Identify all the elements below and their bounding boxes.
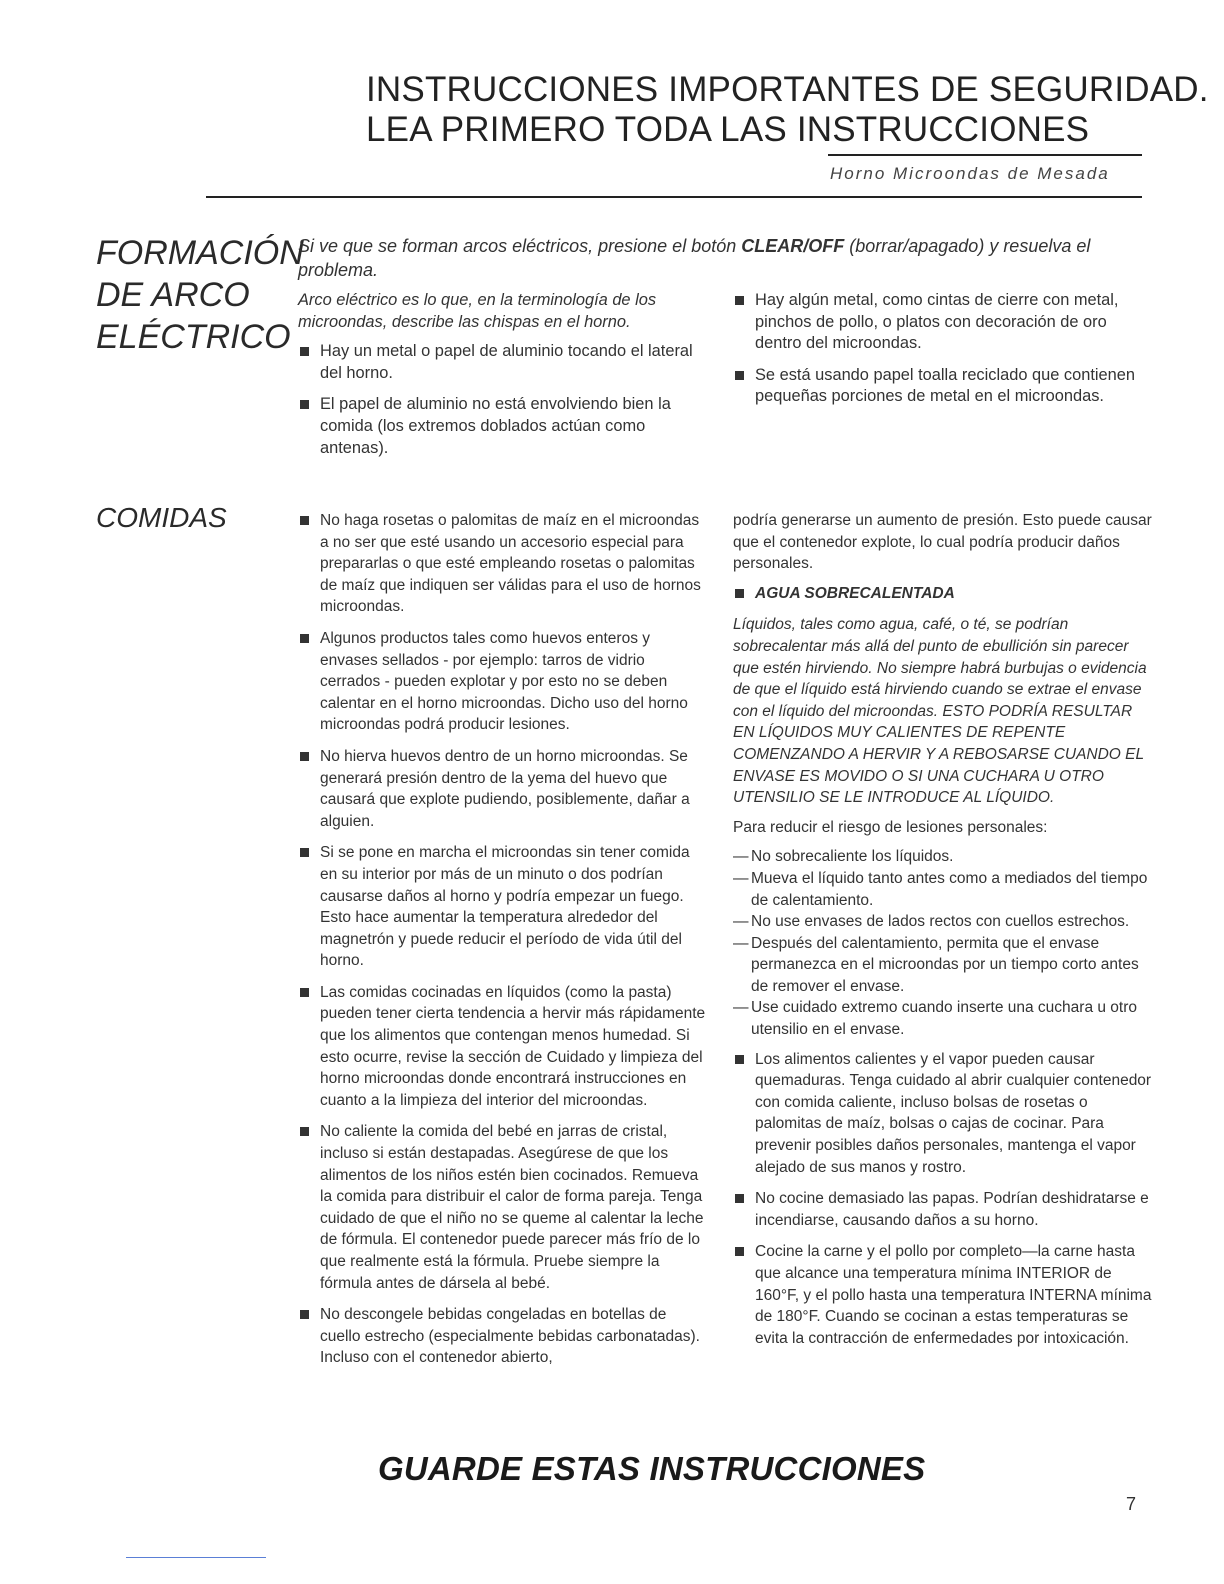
arcing-intro-text: Si ve que se forman arcos eléctricos, presione el botón — [298, 236, 742, 256]
title-line-2: LEA PRIMERO TODA LAS INSTRUCCIONES — [366, 110, 1090, 149]
page-title — [366, 70, 1209, 150]
arcing-intro — [298, 234, 1143, 282]
list-item: No caliente la comida del bebé en jarras de cristal, incluso si están destapadas. Asegúrese de que los alimentos de los niños estén bien cocinados. Remueva la comida para distribuir el calor de forma pareja. Tenga cuidado de que el niño no se queme al calentar la leche de fórmula. El contenedor puede parecer más frío de lo que realmente está la fórmula. Pruebe siempre la fórmula antes de dársela al bebé. — [298, 1121, 708, 1294]
footer-link-underline — [126, 1557, 266, 1558]
arcing-column-right — [733, 290, 1143, 418]
arcing-heading-line: FORMACIÓN — [96, 234, 304, 272]
foods-column-right — [733, 510, 1153, 1359]
dash-item: — No use envases de lados rectos con cuellos estrechos. — [733, 911, 1153, 933]
arcing-heading-line: ELÉCTRICO — [96, 318, 291, 356]
list-item: Cocine la carne y el pollo por completo—la carne hasta que alcance una temperatura mínima INTERIOR de 160°F, y el pollo hasta una temperatura INTERNA mínima de 180°F. Cuando se cocinan a estas temperaturas se evita la contracción de enfermedades por intoxicación. — [733, 1241, 1153, 1349]
list-item: Las comidas cocinadas en líquidos (como la pasta) pueden tener cierta tendencia a hervir más rápidamente que los alimentos que contengan menos humedad. Si esto ocurre, revise la sección de Cuidado y limpieza del horno microondas donde encontrará instrucciones en cuanto a la limpieza del interior del microondas. — [298, 982, 708, 1112]
page-number: 7 — [1126, 1494, 1137, 1514]
list-item: Algunos productos tales como huevos enteros y envases sellados - por ejemplo: tarros de vidrio cerrados - pueden explotar y por esto no se deben calentar en el horno microondas. Dicho uso del horno microondas podrá producir lesiones. — [298, 628, 708, 736]
foods-heading: COMIDAS — [96, 502, 227, 533]
list-item: El papel de aluminio no está envolviendo bien la comida (los extremos doblados actúan como antenas). — [298, 394, 698, 459]
clear-off-label: CLEAR/OFF — [741, 236, 845, 256]
arcing-heading — [96, 232, 304, 358]
dash-item: — Use cuidado extremo cuando inserte una cuchara u otro utensilio en el envase. — [733, 997, 1153, 1040]
list-item: No cocine demasiado las papas. Podrían deshidratarse e incendiarse, causando daños a su horno. — [733, 1188, 1153, 1231]
dash-item: — Mueva el líquido tanto antes como a mediados del tiempo de calentamiento. — [733, 868, 1153, 911]
arcing-heading-line: DE ARCO — [96, 276, 250, 314]
title-line-1: INSTRUCCIONES IMPORTANTES DE SEGURIDAD. — [366, 70, 1209, 109]
arcing-intro-text: (borrar/apagado) y resuelva el problema. — [298, 236, 1091, 280]
header-rule-long — [206, 196, 1142, 198]
arcing-definition: Arco eléctrico es lo que, en la terminología de los microondas, describe las chispas en el horno. — [298, 291, 657, 331]
list-item: Hay algún metal, como cintas de cierre con metal, pinchos de pollo, o platos con decoración de oro dentro del microondas. — [733, 290, 1143, 355]
reduce-risk-intro: Para reducir el riesgo de lesiones personales: — [733, 818, 1048, 836]
header-rule-short — [828, 154, 1142, 156]
dash-item: — No sobrecaliente los líquidos. — [733, 846, 1153, 868]
arcing-column-left — [298, 290, 698, 469]
list-item: No hierva huevos dentro de un horno microondas. Se generará presión dentro de la yema del huevo que causará que explote pudiendo, posiblemente, dañar a alguien. — [298, 746, 708, 832]
list-item: Los alimentos calientes y el vapor pueden causar quemaduras. Tenga cuidado al abrir cualquier contenedor con comida caliente, incluso bolsas de rosetas o palomitas de maíz, bolsas o cajas de cocinar. Para prevenir posibles daños personales, mantenga el vapor alejado de sus manos y rostro. — [733, 1049, 1153, 1179]
list-item: No descongele bebidas congeladas en botellas de cuello estrecho (especialmente bebidas carbonatadas). Incluso con el contenedor abierto, — [298, 1304, 708, 1369]
dash-item: — Después del calentamiento, permita que el envase permanezca en el microondas por un tiempo corto antes de remover el envase. — [733, 933, 1153, 998]
save-instructions-title: GUARDE ESTAS INSTRUCCIONES — [378, 1450, 926, 1487]
superheated-water-title: AGUA SOBRECALENTADA — [733, 583, 1153, 605]
list-item: Se está usando papel toalla reciclado que contienen pequeñas porciones de metal en el microondas. — [733, 365, 1143, 408]
continuation-text: podría generarse un aumento de presión. Esto puede causar que el contenedor explote, lo cual podría producir daños personales. — [733, 512, 1152, 573]
list-item: Si se pone en marcha el microondas sin tener comida en su interior por más de un minuto o dos podrían causarse daños al horno y podría empezar un fuego. Esto hace aumentar la temperatura alrededor del magnetrón y puede reducir el período de vida útil del horno. — [298, 842, 708, 972]
foods-column-left — [298, 510, 708, 1379]
superheated-water-body: Líquidos, tales como agua, café, o té, se podrían sobrecalentar más allá del punto de ebullición sin parecer que estén hirviendo. No siempre habrá burbujas o evidencia de que el líquido está hirviendo cuando se extrae el envase con el líquido del microondas. ESTO PODRÍA RESULTAR EN LÍQUIDOS MUY CALIENTES DE REPENTE COMENZANDO A HERVIR Y A REBOSARSE CUANDO EL ENVASE ES MOVIDO O SI UNA CUCHARA U OTRO UTENSILIO SE LE INTRODUCE AL LÍQUIDO. — [733, 616, 1147, 807]
list-item: No haga rosetas o palomitas de maíz en el microondas a no ser que esté usando un accesorio especial para prepararlas o que esté empleando rosetas o palomitas de maíz que indiquen ser válidas para el uso de hornos microondas. — [298, 510, 708, 618]
list-item: Hay un metal o papel de aluminio tocando el lateral del horno. — [298, 341, 698, 384]
product-subtitle: Horno Microondas de Mesada — [830, 164, 1110, 183]
